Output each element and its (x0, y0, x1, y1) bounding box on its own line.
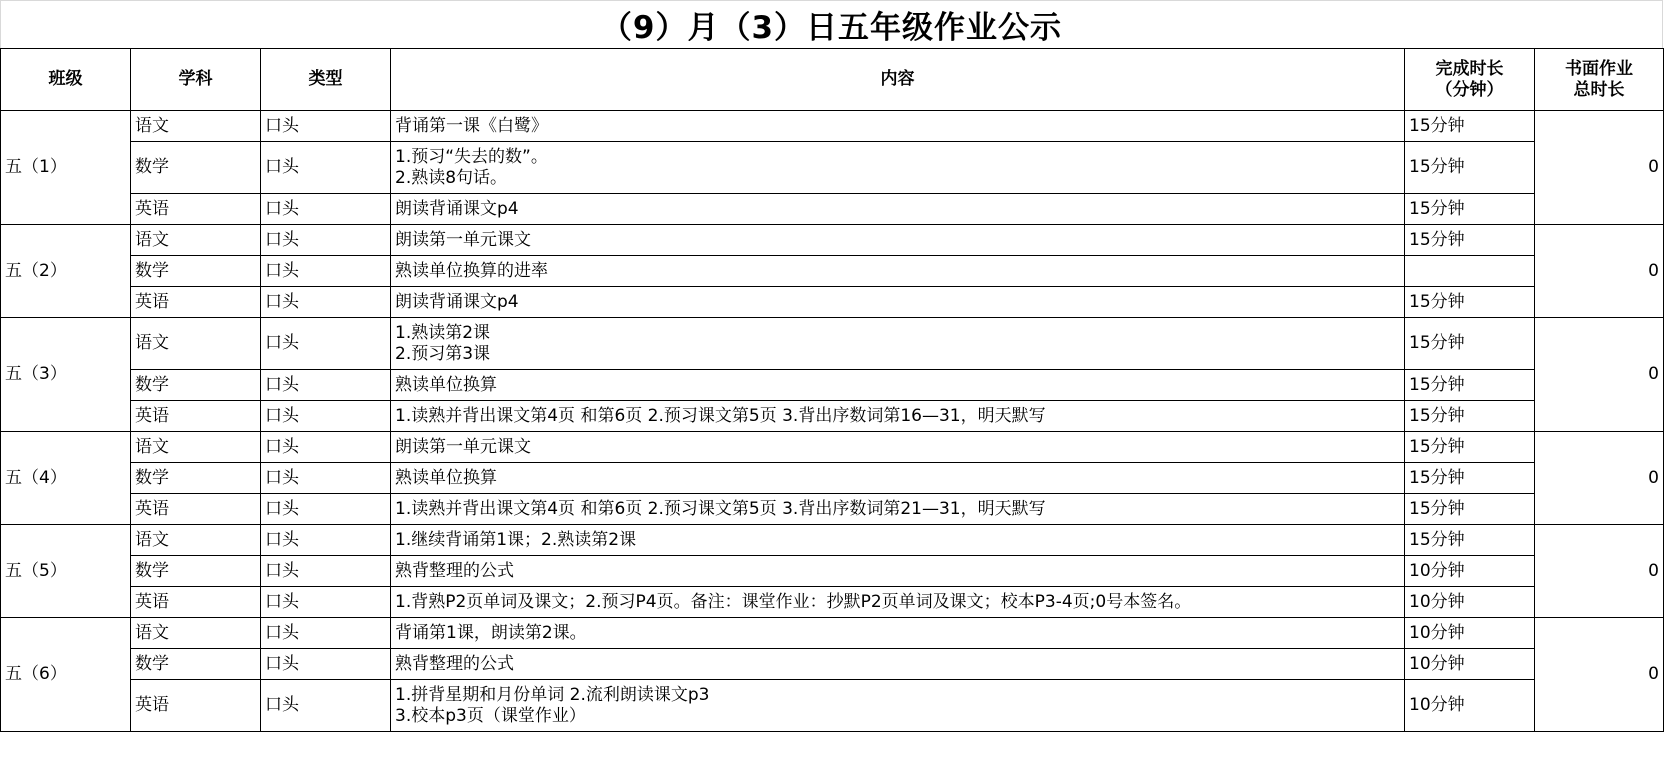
table-row (1, 370, 1664, 401)
total-cell: 0 (1535, 318, 1664, 432)
content-cell: 朗读第一单元课文 (391, 225, 1405, 256)
subject-cell: 英语 (131, 401, 261, 432)
duration-cell (1405, 256, 1535, 287)
class-cell: 五（2） (1, 225, 131, 318)
type-cell: 口头 (261, 649, 391, 680)
content-cell: 熟读单位换算 (391, 463, 1405, 494)
content-cell: 朗读背诵课文p4 (391, 287, 1405, 318)
content-cell: 熟读单位换算 (391, 370, 1405, 401)
content-cell: 1.背熟P2页单词及课文；2.预习P4页。备注：课堂作业：抄默P2页单词及课文；校本P3-4页;0号本签名。 (391, 587, 1405, 618)
table-row (1, 556, 1664, 587)
type-cell: 口头 (261, 618, 391, 649)
duration-cell: 15分钟 (1405, 194, 1535, 225)
content-cell: 熟背整理的公式 (391, 556, 1405, 587)
total-cell: 0 (1535, 432, 1664, 525)
duration-cell: 10分钟 (1405, 680, 1535, 732)
subject-cell: 数学 (131, 556, 261, 587)
table-row (1, 318, 1664, 370)
class-cell: 五（4） (1, 432, 131, 525)
table-row (1, 287, 1664, 318)
duration-cell: 15分钟 (1405, 225, 1535, 256)
duration-cell: 15分钟 (1405, 142, 1535, 194)
header-class: 班级 (1, 49, 131, 111)
content-cell: 1.读熟并背出课文第4页 和第6页 2.预习课文第5页 3.背出序数词第21—31，明天默写 (391, 494, 1405, 525)
table-row (1, 649, 1664, 680)
header-duration: 完成时长 （分钟） (1405, 49, 1535, 111)
total-cell: 0 (1535, 618, 1664, 732)
subject-cell: 英语 (131, 194, 261, 225)
header-subject: 学科 (131, 49, 261, 111)
type-cell: 口头 (261, 680, 391, 732)
duration-cell: 15分钟 (1405, 370, 1535, 401)
duration-cell: 10分钟 (1405, 556, 1535, 587)
table-row (1, 618, 1664, 649)
page-title: （9）月（3）日五年级作业公示 (0, 0, 1663, 48)
subject-cell: 数学 (131, 463, 261, 494)
header-type: 类型 (261, 49, 391, 111)
table-row (1, 680, 1664, 732)
subject-cell: 语文 (131, 618, 261, 649)
subject-cell: 语文 (131, 432, 261, 463)
content-cell: 1.熟读第2课 2.预习第3课 (391, 318, 1405, 370)
duration-cell: 15分钟 (1405, 525, 1535, 556)
header-row (1, 49, 1664, 111)
type-cell: 口头 (261, 287, 391, 318)
table-row (1, 432, 1664, 463)
table-row (1, 463, 1664, 494)
duration-cell: 15分钟 (1405, 318, 1535, 370)
total-cell: 0 (1535, 225, 1664, 318)
duration-cell: 15分钟 (1405, 463, 1535, 494)
type-cell: 口头 (261, 432, 391, 463)
duration-cell: 10分钟 (1405, 618, 1535, 649)
duration-cell: 15分钟 (1405, 494, 1535, 525)
header-content: 内容 (391, 49, 1405, 111)
class-cell: 五（5） (1, 525, 131, 618)
table-row (1, 111, 1664, 142)
type-cell: 口头 (261, 463, 391, 494)
class-cell: 五（1） (1, 111, 131, 225)
content-cell: 1.预习“失去的数”。 2.熟读8句话。 (391, 142, 1405, 194)
type-cell: 口头 (261, 525, 391, 556)
type-cell: 口头 (261, 142, 391, 194)
type-cell: 口头 (261, 556, 391, 587)
homework-table (0, 48, 1664, 732)
duration-cell: 10分钟 (1405, 587, 1535, 618)
content-cell: 1.继续背诵第1课；2.熟读第2课 (391, 525, 1405, 556)
table-row (1, 225, 1664, 256)
content-cell: 背诵第1课，朗读第2课。 (391, 618, 1405, 649)
subject-cell: 数学 (131, 142, 261, 194)
class-cell: 五（3） (1, 318, 131, 432)
type-cell: 口头 (261, 194, 391, 225)
subject-cell: 语文 (131, 318, 261, 370)
type-cell: 口头 (261, 587, 391, 618)
content-cell: 1.读熟并背出课文第4页 和第6页 2.预习课文第5页 3.背出序数词第16—31，明天默写 (391, 401, 1405, 432)
table-row (1, 401, 1664, 432)
table-row (1, 194, 1664, 225)
table-row (1, 142, 1664, 194)
type-cell: 口头 (261, 111, 391, 142)
table-body (1, 111, 1664, 732)
table-row (1, 587, 1664, 618)
subject-cell: 英语 (131, 287, 261, 318)
header-total: 书面作业 总时长 (1535, 49, 1664, 111)
table-row (1, 494, 1664, 525)
subject-cell: 语文 (131, 111, 261, 142)
content-cell: 背诵第一课《白鹭》 (391, 111, 1405, 142)
subject-cell: 数学 (131, 370, 261, 401)
type-cell: 口头 (261, 318, 391, 370)
subject-cell: 语文 (131, 525, 261, 556)
duration-cell: 15分钟 (1405, 432, 1535, 463)
content-cell: 朗读背诵课文p4 (391, 194, 1405, 225)
content-cell: 熟读单位换算的进率 (391, 256, 1405, 287)
subject-cell: 数学 (131, 649, 261, 680)
subject-cell: 语文 (131, 225, 261, 256)
subject-cell: 数学 (131, 256, 261, 287)
subject-cell: 英语 (131, 494, 261, 525)
duration-cell: 15分钟 (1405, 111, 1535, 142)
class-cell: 五（6） (1, 618, 131, 732)
duration-cell: 15分钟 (1405, 287, 1535, 318)
type-cell: 口头 (261, 494, 391, 525)
content-cell: 熟背整理的公式 (391, 649, 1405, 680)
subject-cell: 英语 (131, 587, 261, 618)
total-cell: 0 (1535, 525, 1664, 618)
total-cell: 0 (1535, 111, 1664, 225)
duration-cell: 10分钟 (1405, 649, 1535, 680)
subject-cell: 英语 (131, 680, 261, 732)
table-row (1, 525, 1664, 556)
type-cell: 口头 (261, 401, 391, 432)
duration-cell: 15分钟 (1405, 401, 1535, 432)
type-cell: 口头 (261, 256, 391, 287)
type-cell: 口头 (261, 370, 391, 401)
type-cell: 口头 (261, 225, 391, 256)
table-row (1, 256, 1664, 287)
content-cell: 1.拼背星期和月份单词 2.流利朗读课文p3 3.校本p3页（课堂作业） (391, 680, 1405, 732)
content-cell: 朗读第一单元课文 (391, 432, 1405, 463)
